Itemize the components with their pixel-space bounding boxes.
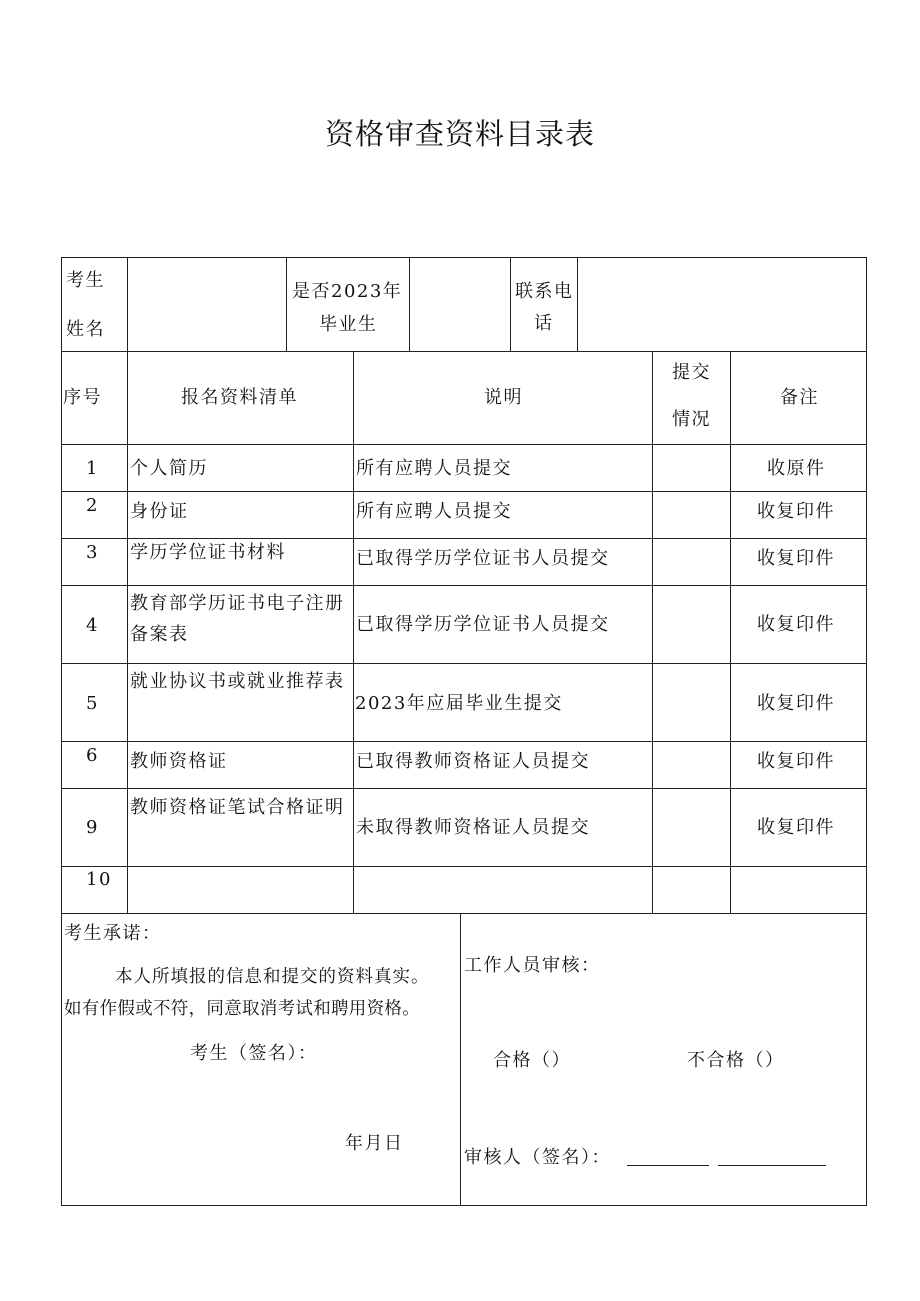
row-item: 身份证 [130, 501, 189, 522]
col-divider [510, 257, 511, 351]
row-item: 教育部学历证书电子注册 [130, 593, 345, 614]
review-label: 工作人员审核： [464, 955, 601, 976]
table-border-bottom [61, 1205, 867, 1206]
row-description: 已取得学历学位证书人员提交 [356, 614, 610, 635]
row-number: 4 [86, 615, 99, 636]
column-header-desc: 说明 [484, 387, 523, 408]
row-divider [61, 663, 867, 664]
pledge-date: 年月日 [345, 1133, 404, 1154]
row-description: 所有应聘人员提交 [356, 458, 512, 479]
column-header-item: 报名资料清单 [181, 387, 298, 408]
pledge-statement: 如有作假或不符，同意取消考试和聘用资格。 [64, 999, 420, 1019]
row-number: 5 [86, 693, 99, 714]
graduate-label: 毕业生 [319, 314, 378, 335]
pass-option[interactable]: 合格（） [493, 1050, 571, 1071]
row-divider [61, 741, 867, 742]
col-divider [730, 351, 731, 914]
row-item: 个人简历 [130, 458, 208, 479]
reviewer-signature-label: 审核人（签名）： [464, 1147, 611, 1168]
row-description: 所有应聘人员提交 [356, 501, 512, 522]
row-divider [61, 585, 867, 586]
phone-field[interactable] [578, 258, 866, 351]
row-divider [61, 351, 867, 352]
table-border-left [61, 257, 62, 1206]
col-divider [353, 351, 354, 914]
page-title: 资格审查资料目录表 [324, 117, 595, 151]
row-item: 教师资格证 [130, 751, 228, 772]
row-description: 已取得学历学位证书人员提交 [356, 548, 610, 569]
row-remark: 收复印件 [757, 751, 835, 772]
row-divider [61, 866, 867, 867]
table-border-right [866, 257, 867, 1206]
signature-line[interactable] [718, 1165, 826, 1166]
row-item: 学历学位证书材料 [130, 542, 286, 563]
graduate-field[interactable] [410, 258, 510, 351]
row-description: 未取得教师资格证人员提交 [356, 817, 590, 838]
row-description: 2023年应届毕业生提交 [355, 693, 563, 714]
row-remark: 收复印件 [757, 693, 835, 714]
row-remark: 收复印件 [757, 501, 835, 522]
row-remark: 收复印件 [757, 548, 835, 569]
row-item: 就业协议书或就业推荐表 [130, 671, 345, 692]
row-number: 1 [86, 458, 99, 479]
row-divider [61, 538, 867, 539]
row-remark: 收原件 [767, 458, 826, 479]
phone-label: 话 [534, 313, 554, 334]
row-number: 6 [86, 745, 99, 766]
name-label: 姓名 [66, 319, 105, 340]
row-divider [61, 788, 867, 789]
row-number: 3 [86, 542, 99, 563]
candidate-signature-label: 考生（签名）： [190, 1043, 318, 1064]
column-header-status: 提交 [672, 362, 711, 383]
signature-line[interactable] [627, 1165, 709, 1166]
row-divider [61, 491, 867, 492]
col-divider [652, 351, 653, 914]
fail-option[interactable]: 不合格（） [687, 1050, 785, 1071]
column-header-status: 情况 [672, 409, 711, 430]
row-description: 已取得教师资格证人员提交 [356, 751, 590, 772]
col-divider [286, 257, 287, 351]
name-field[interactable] [128, 258, 286, 351]
row-remark: 收复印件 [757, 614, 835, 635]
column-header-remark: 备注 [780, 387, 819, 408]
row-number: 9 [86, 817, 99, 838]
column-header-seq: 序号 [63, 387, 102, 408]
row-number: 2 [86, 495, 99, 516]
pledge-label: 考生承诺： [64, 923, 162, 944]
name-label: 考生 [66, 270, 105, 291]
col-divider [460, 913, 461, 1206]
graduate-label: 是否2023年 [292, 281, 403, 302]
pledge-statement: 本人所填报的信息和提交的资料真实。 [115, 967, 430, 987]
row-remark: 收复印件 [757, 817, 835, 838]
col-divider [127, 257, 128, 914]
row-divider [61, 444, 867, 445]
phone-label: 联系电 [515, 281, 574, 302]
row-number: 10 [86, 869, 112, 890]
row-divider [61, 913, 867, 914]
row-item: 备案表 [130, 624, 189, 645]
row-item: 教师资格证笔试合格证明 [130, 797, 345, 818]
